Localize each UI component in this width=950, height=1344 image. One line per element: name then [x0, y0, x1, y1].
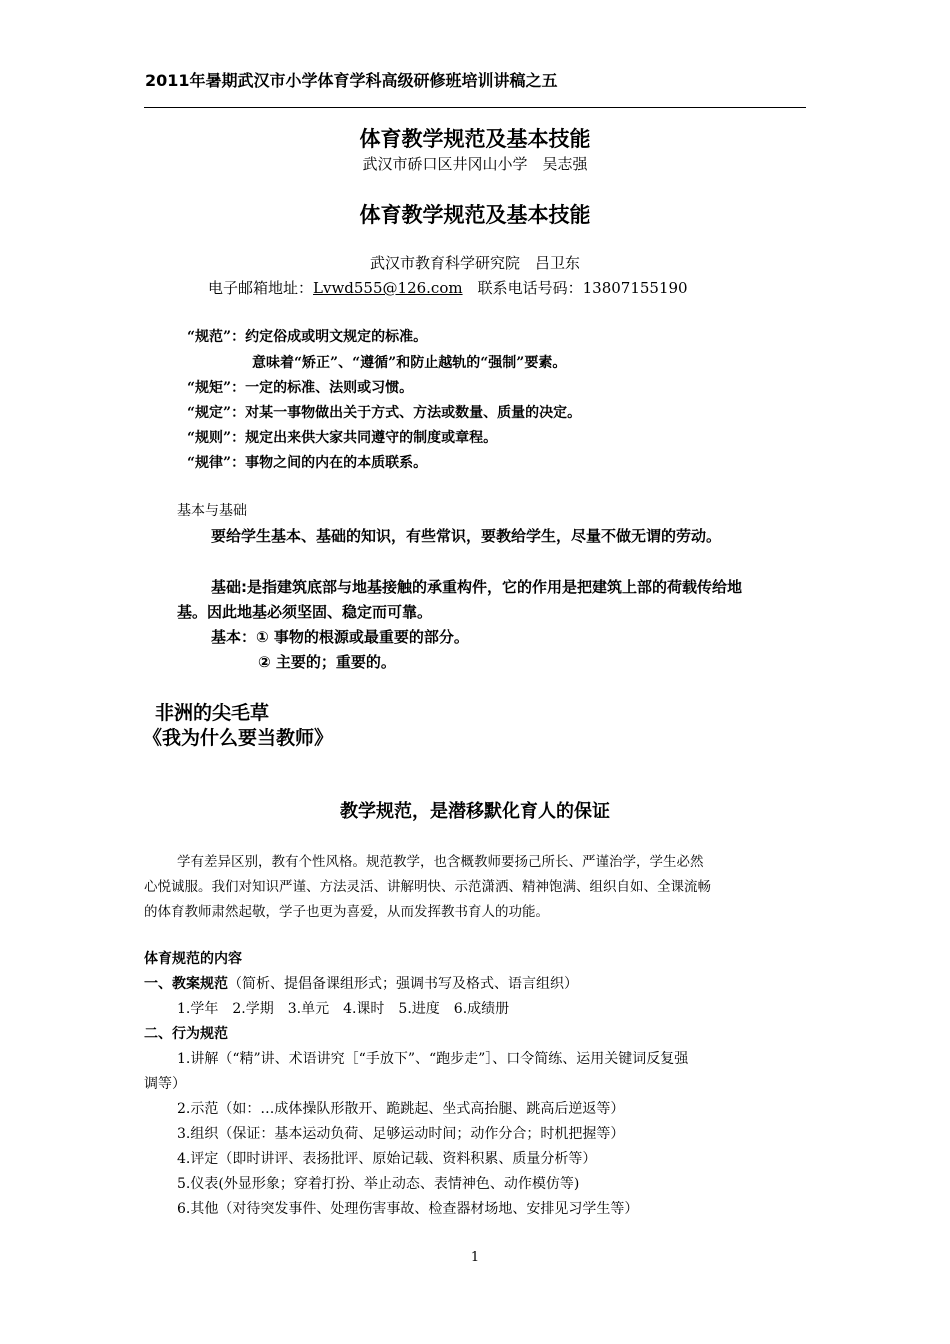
phone-label: 联系电话号码： [477, 279, 583, 297]
item-2-sub-6: 6.其他（对待突发事件、处理伤害事故、检查器材场地、安排见习学生等） [177, 1201, 639, 1217]
paragraph-line-2: 心悦诚服。我们对知识严谨、方法灵活、讲解明快、示范潇洒、精神饱满、组织自如、全课流畅 [144, 879, 711, 895]
item-2-sub-5: 5.仪表(外显形象；穿着打扮、举止动态、表情神色、动作模仿等) [177, 1176, 580, 1192]
doc-title-1: 体育教学规范及基本技能 [359, 127, 591, 151]
basic-meaning-2: ② 主要的；重要的。 [258, 653, 396, 671]
basics-heading: 基本与基础 [177, 503, 247, 519]
paragraph-line-3: 的体育教师肃然起敬，学子也更为喜爱，从而发挥教书育人的功能。 [144, 904, 549, 920]
contact-line [208, 277, 688, 298]
contents-item-1 [144, 973, 578, 993]
contents-heading: 体育规范的内容 [144, 951, 242, 967]
email-link[interactable]: Lvwd555@126.com [313, 279, 463, 297]
item-1-label: 一、教案规范 [144, 976, 228, 992]
foundation-line-1: 基础:是指建筑底部与地基接触的承重构件，它的作用是把建筑上部的荷载传给地 [211, 578, 743, 596]
definition-4: “规则”：规定出来供大家共同遵守的制度或章程。 [187, 430, 498, 446]
item-2-sub-4: 4.评定（即时讲评、表扬批评、原始记载、资料积累、质量分析等） [177, 1151, 597, 1167]
item-2-sub-1: 1.讲解（“精”讲、术语讲究［“手放下”、“跑步走”］、口令简练、运用关键词反复强 [177, 1051, 689, 1067]
story-title-2: 《我为什么要当教师》 [143, 727, 334, 749]
definition-5: “规律”：事物之间的内在的本质联系。 [187, 455, 428, 471]
item-2-sub-2: 2.示范（如：…成体操队形散开、跪跳起、坐式高抬腿、跳高后逆返等） [177, 1101, 625, 1117]
item-2-sub-1-cont: 调等） [144, 1076, 186, 1092]
phone-number: 13807155190 [582, 279, 688, 297]
author-2: 武汉市教育科学研究院 吕卫东 [369, 254, 580, 272]
item-2-sub-3: 3.组织（保证：基本运动负荷、足够运动时间；动作分合；时机把握等） [177, 1126, 625, 1142]
basics-line-1: 要给学生基本、基础的知识，有些常识，要教给学生，尽量不做无谓的劳动。 [211, 527, 722, 545]
item-1-sub: 1.学年 2.学期 3.单元 4.课时 5.进度 6.成绩册 [177, 1001, 510, 1017]
paragraph-line-1: 学有差异区别，教有个性风格。规范教学，也含概教师要扬己所长、严谨治学，学生必然 [177, 854, 704, 870]
definition-1: “规范”：约定俗成或明文规定的标准。 [187, 329, 428, 345]
item-1-detail: （简析、提倡备课组形式；强调书写及格式、语言组织） [228, 976, 578, 992]
section-title: 教学规范，是潜移默化育人的保证 [340, 801, 610, 822]
header-rule [144, 107, 806, 108]
basic-meaning-1: 基本：① 事物的根源或最重要的部分。 [211, 628, 469, 646]
definition-2: “规矩”：一定的标准、法则或习惯。 [187, 380, 414, 396]
foundation-line-2: 基。因此地基必须坚固、稳定而可靠。 [177, 603, 433, 621]
running-header: 2011年暑期武汉市小学体育学科高级研修班培训讲稿之五 [145, 71, 558, 90]
doc-title-2: 体育教学规范及基本技能 [359, 203, 591, 227]
definition-3: “规定”：对某一事物做出关于方式、方法或数量、质量的决定。 [187, 405, 582, 421]
author-1: 武汉市硚口区井冈山小学 吴志强 [362, 155, 588, 173]
contents-item-2: 二、行为规范 [144, 1026, 228, 1042]
page-number: 1 [470, 1250, 480, 1265]
definition-1b: 意味着“矫正”、“遵循”和防止越轨的“强制”要素。 [252, 355, 567, 371]
story-title-1: 非洲的尖毛草 [155, 702, 270, 724]
email-label: 电子邮箱地址： [208, 279, 314, 297]
